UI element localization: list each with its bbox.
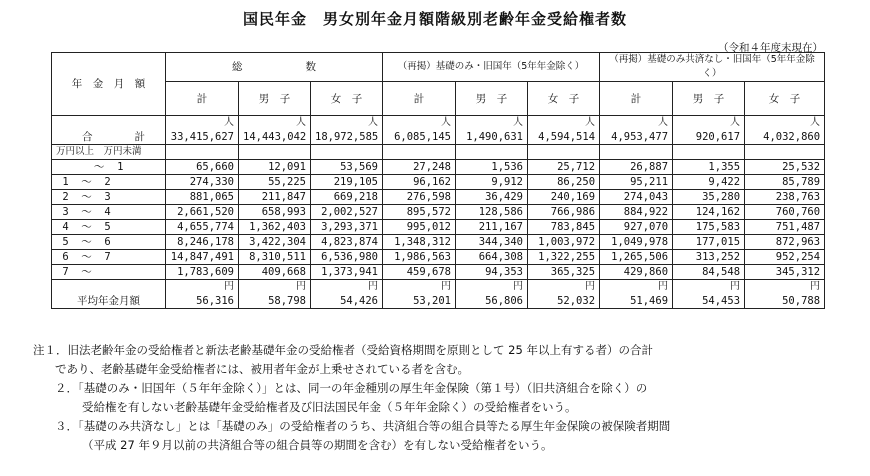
value-cell: 55,225 [239, 175, 311, 190]
value-cell: 211,167 [456, 220, 528, 235]
value-cell: 2,661,520 [166, 205, 239, 220]
band-label: ～ 1 [52, 160, 166, 175]
average-cell: 円 56,316 [166, 280, 239, 309]
group2-header: （再掲）基礎のみ・旧国年（5年年金除く） [383, 53, 600, 82]
band-label: 1 ～ 2 [52, 175, 166, 190]
value-cell: 53,569 [311, 160, 383, 175]
value-cell: 211,847 [239, 190, 311, 205]
total-cell: 人 18,972,585 [311, 116, 383, 145]
value-cell: 365,325 [528, 265, 600, 280]
value-cell: 1,783,609 [166, 265, 239, 280]
value-cell: 1,348,312 [383, 235, 456, 250]
note-line: ３．「基礎のみ共済なし」とは「基礎のみ」の受給権者のうち、共済組合等の組合員等たる厚生年金保険の被保険者期間 [55, 419, 671, 433]
value-cell: 4,823,874 [311, 235, 383, 250]
total-row [52, 116, 825, 145]
value-cell: 751,487 [745, 220, 825, 235]
average-cell: 円 53,201 [383, 280, 456, 309]
table-row [52, 235, 825, 250]
value-cell: 1,003,972 [528, 235, 600, 250]
value-cell: 1,373,941 [311, 265, 383, 280]
empty-cell [239, 145, 311, 160]
note-line: ２．「基礎のみ・旧国年（５年年金除く）」とは、同一の年金種別の厚生年金保険（第１号）（旧共済組合を除く）の [55, 381, 648, 395]
average-cell: 円 54,426 [311, 280, 383, 309]
value-cell: 884,922 [600, 205, 673, 220]
group3-header: （再掲）基礎のみ共済なし・旧国年（5年年金除く） [600, 53, 825, 82]
col-header: 男 子 [239, 82, 311, 116]
col-header: 計 [383, 82, 456, 116]
empty-cell [311, 145, 383, 160]
total-cell: 人 1,490,631 [456, 116, 528, 145]
band-label: 4 ～ 5 [52, 220, 166, 235]
value-cell: 240,169 [528, 190, 600, 205]
value-cell: 995,012 [383, 220, 456, 235]
table-row [52, 190, 825, 205]
value-cell: 429,860 [600, 265, 673, 280]
value-cell: 2,002,527 [311, 205, 383, 220]
value-cell: 25,712 [528, 160, 600, 175]
value-cell: 872,963 [745, 235, 825, 250]
value-cell: 664,308 [456, 250, 528, 265]
value-cell: 1,322,255 [528, 250, 600, 265]
value-cell: 65,660 [166, 160, 239, 175]
value-cell: 766,986 [528, 205, 600, 220]
table-row [52, 220, 825, 235]
total-cell: 人 4,953,477 [600, 116, 673, 145]
value-cell: 1,265,506 [600, 250, 673, 265]
value-cell: 85,789 [745, 175, 825, 190]
value-cell: 9,422 [673, 175, 745, 190]
empty-cell [456, 145, 528, 160]
value-cell: 927,070 [600, 220, 673, 235]
total-cell: 人 4,594,514 [528, 116, 600, 145]
note-line: （平成 27 年９月以前の共済組合等の組合員等の期間を含む）を有しない受給権者をいう。 [82, 438, 553, 452]
value-cell: 128,586 [456, 205, 528, 220]
band-label: 6 ～ 7 [52, 250, 166, 265]
average-cell: 円 52,032 [528, 280, 600, 309]
band-range-header: 万円以上 万円未満 [52, 145, 166, 160]
value-cell: 274,043 [600, 190, 673, 205]
empty-cell [600, 145, 673, 160]
band-label: 5 ～ 6 [52, 235, 166, 250]
as-of-note: （令和４年度末現在） [718, 42, 823, 54]
total-cell: 人 6,085,145 [383, 116, 456, 145]
empty-cell [166, 145, 239, 160]
value-cell: 175,583 [673, 220, 745, 235]
empty-cell [383, 145, 456, 160]
value-cell: 27,248 [383, 160, 456, 175]
value-cell: 1,355 [673, 160, 745, 175]
total-cell: 人 33,415,627 [166, 116, 239, 145]
average-label: 平均年金月額 [52, 280, 166, 309]
value-cell: 344,340 [456, 235, 528, 250]
average-row [52, 280, 825, 309]
value-cell: 669,218 [311, 190, 383, 205]
band-label: 2 ～ 3 [52, 190, 166, 205]
empty-cell [673, 145, 745, 160]
value-cell: 124,162 [673, 205, 745, 220]
value-cell: 783,845 [528, 220, 600, 235]
value-cell: 409,668 [239, 265, 311, 280]
average-cell: 円 56,806 [456, 280, 528, 309]
total-group-header: 総 数 [166, 53, 383, 82]
value-cell: 35,280 [673, 190, 745, 205]
col-header: 計 [600, 82, 673, 116]
band-header: 年 金 月 額 [52, 53, 166, 116]
value-cell: 9,912 [456, 175, 528, 190]
table-row [52, 265, 825, 280]
col-header: 女 子 [311, 82, 383, 116]
value-cell: 658,993 [239, 205, 311, 220]
col-header: 女 子 [745, 82, 825, 116]
total-cell: 人 920,617 [673, 116, 745, 145]
total-label: 合 計 [52, 116, 166, 145]
value-cell: 760,760 [745, 205, 825, 220]
value-cell: 96,162 [383, 175, 456, 190]
value-cell: 219,105 [311, 175, 383, 190]
value-cell: 238,763 [745, 190, 825, 205]
value-cell: 86,250 [528, 175, 600, 190]
value-cell: 1,362,403 [239, 220, 311, 235]
value-cell: 84,548 [673, 265, 745, 280]
table-row [52, 250, 825, 265]
col-header: 男 子 [673, 82, 745, 116]
pension-table [51, 52, 825, 309]
value-cell: 8,246,178 [166, 235, 239, 250]
value-cell: 8,310,511 [239, 250, 311, 265]
value-cell: 6,536,980 [311, 250, 383, 265]
note-line: 注１．旧法老齢年金の受給権者と新法老齢基礎年金の受給権者（受給資格期間を原則として 25 年以上有する者）の合計 [33, 343, 653, 357]
table-row [52, 175, 825, 190]
value-cell: 881,065 [166, 190, 239, 205]
table-row [52, 205, 825, 220]
band-subheader-row [52, 145, 825, 160]
band-label: 3 ～ 4 [52, 205, 166, 220]
total-cell: 人 14,443,042 [239, 116, 311, 145]
value-cell: 14,847,491 [166, 250, 239, 265]
empty-cell [528, 145, 600, 160]
notes [33, 341, 843, 455]
col-header: 女 子 [528, 82, 600, 116]
table-row [52, 160, 825, 175]
note-line: 受給権を有しない老齢基礎年金受給権者及び旧法国民年金（５年年金除く）の受給権者をいう。 [82, 400, 577, 414]
value-cell: 12,091 [239, 160, 311, 175]
value-cell: 459,678 [383, 265, 456, 280]
value-cell: 345,312 [745, 265, 825, 280]
total-cell: 人 4,032,860 [745, 116, 825, 145]
note-line: であり、老齢基礎年金受給権者には、被用者年金が上乗せされている者を含む。 [55, 362, 469, 376]
value-cell: 952,254 [745, 250, 825, 265]
average-cell: 円 54,453 [673, 280, 745, 309]
value-cell: 95,211 [600, 175, 673, 190]
value-cell: 895,572 [383, 205, 456, 220]
average-cell: 円 58,798 [239, 280, 311, 309]
value-cell: 4,655,774 [166, 220, 239, 235]
value-cell: 177,015 [673, 235, 745, 250]
empty-cell [745, 145, 825, 160]
value-cell: 36,429 [456, 190, 528, 205]
page-title: 国民年金 男女別年金月額階級別老齢年金受給権者数 [242, 10, 627, 28]
value-cell: 276,598 [383, 190, 456, 205]
value-cell: 274,330 [166, 175, 239, 190]
col-header: 男 子 [456, 82, 528, 116]
band-label: 7 ～ [52, 265, 166, 280]
col-header: 計 [166, 82, 239, 116]
average-cell: 円 51,469 [600, 280, 673, 309]
value-cell: 26,887 [600, 160, 673, 175]
value-cell: 1,049,978 [600, 235, 673, 250]
value-cell: 1,536 [456, 160, 528, 175]
value-cell: 3,293,371 [311, 220, 383, 235]
value-cell: 1,986,563 [383, 250, 456, 265]
value-cell: 25,532 [745, 160, 825, 175]
value-cell: 313,252 [673, 250, 745, 265]
value-cell: 94,353 [456, 265, 528, 280]
value-cell: 3,422,304 [239, 235, 311, 250]
average-cell: 円 50,788 [745, 280, 825, 309]
